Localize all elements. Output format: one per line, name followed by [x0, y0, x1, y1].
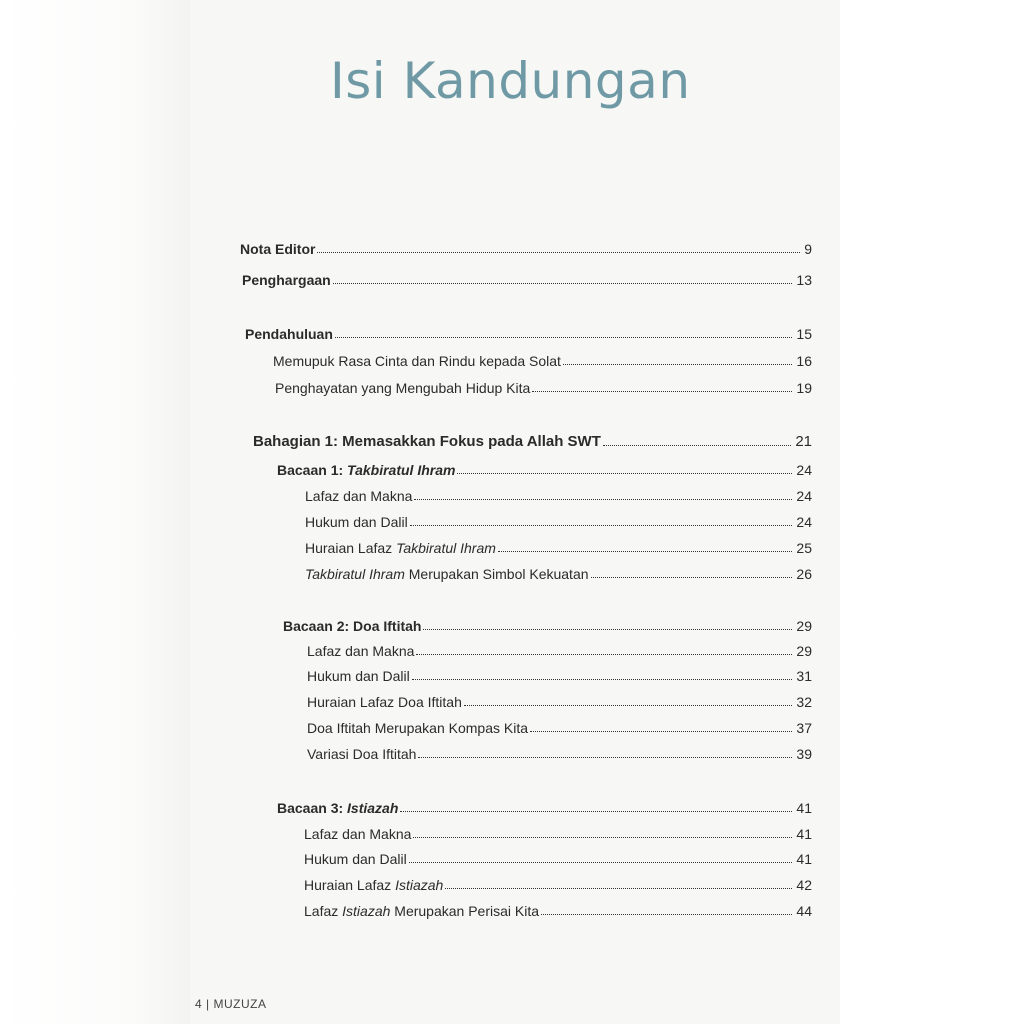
- toc-entry[interactable]: [304, 820, 812, 842]
- toc-entry-label: Variasi Doa Iftitah: [307, 746, 417, 762]
- toc-entry-label: Bacaan 1: Takbiratul Ihram: [277, 462, 456, 478]
- toc-entry[interactable]: [304, 897, 812, 919]
- toc-entry-bacaan-1[interactable]: [277, 456, 812, 478]
- toc-page-number: 29: [796, 618, 812, 634]
- toc-entry-label: Nota Editor: [240, 241, 316, 257]
- toc-page-number: 44: [796, 903, 812, 919]
- toc-entry[interactable]: [304, 845, 812, 867]
- toc-entry-label: Huraian Lafaz Istiazah: [304, 877, 444, 893]
- toc-entry[interactable]: [273, 347, 812, 369]
- toc-page-number: 41: [796, 851, 812, 867]
- dot-leader: [335, 337, 793, 338]
- toc-page-number: 41: [796, 826, 812, 842]
- toc-page-number: 24: [796, 462, 812, 478]
- toc-page-number: 37: [796, 720, 812, 736]
- dot-leader: [591, 577, 793, 578]
- toc-page-number: 15: [796, 326, 812, 342]
- toc-page-number: 9: [804, 241, 812, 257]
- toc-page-number: 32: [796, 694, 812, 710]
- toc-entry-label: Penghargaan: [242, 272, 331, 288]
- toc-page-number: 29: [796, 643, 812, 659]
- toc-entry-label: Pendahuluan: [245, 326, 333, 342]
- dot-leader: [409, 862, 793, 863]
- toc-entry[interactable]: [307, 637, 812, 659]
- toc-page-number: 16: [796, 353, 812, 369]
- toc-entry-label: Lafaz dan Makna: [307, 643, 415, 659]
- toc-page-number: 25: [796, 540, 812, 556]
- toc-entry[interactable]: [307, 740, 812, 762]
- dot-leader: [416, 654, 792, 655]
- dot-leader: [498, 551, 793, 552]
- dot-leader: [457, 473, 792, 474]
- dot-leader: [530, 731, 792, 732]
- dot-leader: [532, 391, 792, 392]
- dot-leader: [418, 757, 792, 758]
- toc-entry-label: Bahagian 1: Memasakkan Fokus pada Allah SWT: [253, 433, 601, 450]
- dot-leader: [317, 252, 800, 253]
- dot-leader: [333, 283, 793, 284]
- background: [840, 0, 1024, 1024]
- toc-entry-label: Bacaan 2: Doa Iftitah: [283, 618, 422, 634]
- toc-page-number: 24: [796, 514, 812, 530]
- toc-entry-bacaan-2[interactable]: [283, 612, 812, 634]
- dot-leader: [423, 629, 792, 630]
- dot-leader: [541, 914, 792, 915]
- toc-page-number: 39: [796, 746, 812, 762]
- toc-entry[interactable]: [305, 534, 812, 556]
- toc-entry-label: Bacaan 3: Istiazah: [277, 800, 399, 816]
- dot-leader: [400, 811, 792, 812]
- toc-entry-nota-editor[interactable]: [240, 235, 812, 257]
- toc-entry[interactable]: [307, 662, 812, 684]
- toc-entry-label: Takbiratul Ihram Merupakan Simbol Kekuatan: [305, 566, 589, 582]
- toc-page-number: 31: [796, 668, 812, 684]
- toc-page-number: 13: [796, 272, 812, 288]
- toc-entry-bacaan-3[interactable]: [277, 794, 812, 816]
- dot-leader: [412, 679, 793, 680]
- toc-entry-label: Doa Iftitah Merupakan Kompas Kita: [307, 720, 529, 736]
- toc-entry-label: Hukum dan Dalil: [307, 668, 410, 684]
- toc-entry-label: Lafaz Istiazah Merupakan Perisai Kita: [304, 903, 540, 919]
- toc-entry-label: Hukum dan Dalil: [304, 851, 407, 867]
- toc-entry-label: Huraian Lafaz Doa Iftitah: [307, 694, 462, 710]
- toc-page-number: 24: [796, 488, 812, 504]
- page-gutter: [0, 0, 190, 1024]
- toc-entry-label: Lafaz dan Makna: [305, 488, 413, 504]
- toc-entry-label: Penghayatan yang Mengubah Hidup Kita: [275, 380, 531, 396]
- toc-entry-label: Memupuk Rasa Cinta dan Rindu kepada Solat: [273, 353, 561, 369]
- dot-leader: [563, 364, 792, 365]
- toc-entry-penghargaan[interactable]: [242, 266, 812, 288]
- toc-entry-pendahuluan[interactable]: [245, 320, 812, 342]
- toc-entry[interactable]: [305, 560, 812, 582]
- dot-leader: [464, 705, 793, 706]
- toc-entry-label: Lafaz dan Makna: [304, 826, 412, 842]
- toc-entry[interactable]: [305, 482, 812, 504]
- toc-entry[interactable]: [307, 688, 812, 710]
- toc-page-number: 42: [796, 877, 812, 893]
- toc-page-number: 26: [796, 566, 812, 582]
- toc-entry-bahagian-1[interactable]: [253, 428, 812, 450]
- page-footer: 4 | MUZUZA: [195, 997, 267, 1011]
- toc-entry-label: Hukum dan Dalil: [305, 514, 408, 530]
- toc-page-number: 19: [796, 380, 812, 396]
- dot-leader: [603, 445, 791, 446]
- dot-leader: [413, 837, 792, 838]
- toc-entry[interactable]: [304, 871, 812, 893]
- toc-entry[interactable]: [305, 508, 812, 530]
- toc-entry[interactable]: [307, 714, 812, 736]
- toc-entry-label: Huraian Lafaz Takbiratul Ihram: [305, 540, 496, 556]
- page-title: Isi Kandungan: [330, 52, 691, 110]
- toc-entry[interactable]: [275, 374, 812, 396]
- toc-page-number: 21: [795, 433, 812, 450]
- dot-leader: [410, 525, 793, 526]
- toc-page-number: 41: [796, 800, 812, 816]
- dot-leader: [445, 888, 792, 889]
- dot-leader: [414, 499, 792, 500]
